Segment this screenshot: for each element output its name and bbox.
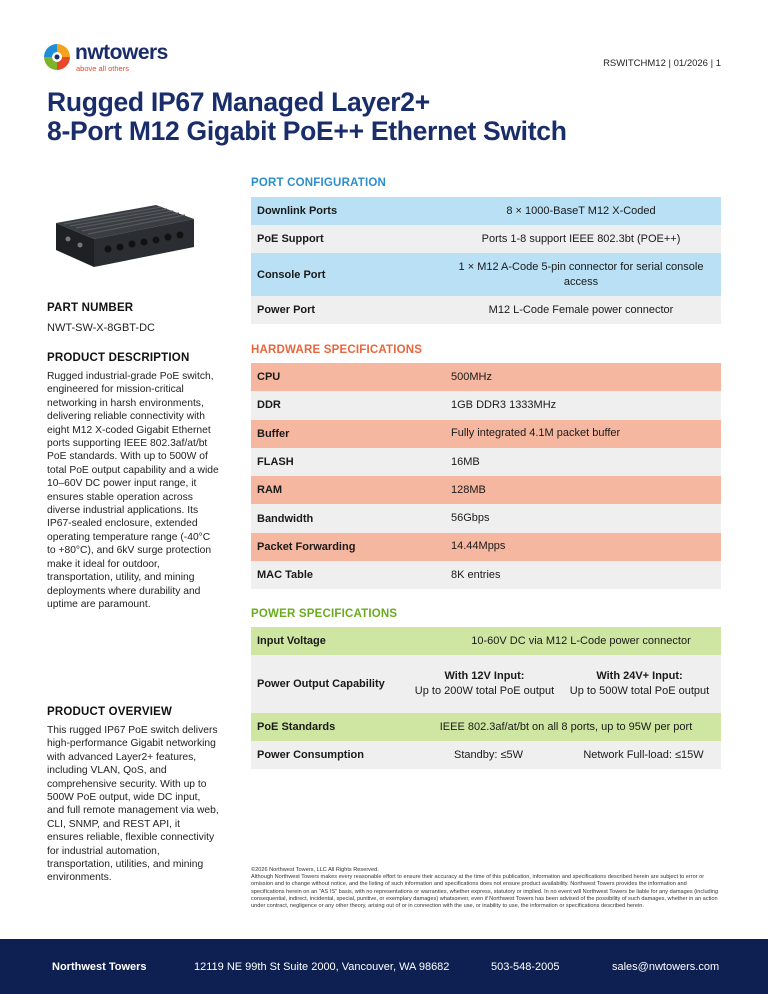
- table-row: [251, 741, 721, 769]
- logo-name: nwtowers: [75, 41, 168, 64]
- spec-value: 8K entries: [451, 568, 501, 581]
- spec-value: 8 × 1000-BaseT M12 X-Coded: [506, 204, 656, 217]
- spec-value: [411, 669, 721, 699]
- product-overview-text: This rugged IP67 PoE switch delivers high-performance Gigabit networking with advanced Layer2+ features, including VLAN, QoS, and comprehensive security. With up to 500W PoE output, wide DC input, and full remote management via web, CLI, SNMP, and REST API, it ensures reliable, flexible connectivity for industrial automation, transportation, utilities, and mining environments.: [47, 725, 219, 884]
- spec-label: Power Consumption: [257, 749, 364, 761]
- output-12v-heading: With 12V Input:: [444, 670, 525, 682]
- spec-label: FLASH: [257, 456, 294, 469]
- company-logo: [42, 42, 168, 76]
- part-number-heading: PART NUMBER: [47, 302, 134, 314]
- power-specifications-title: POWER SPECIFICATIONS: [251, 608, 398, 620]
- spec-value: 128MB: [451, 483, 486, 496]
- footer-email[interactable]: sales@nwtowers.com: [612, 961, 720, 973]
- product-overview-section: [47, 706, 219, 885]
- page-title: [47, 88, 567, 146]
- output-12v-text: Up to 200W total PoE output: [414, 685, 555, 697]
- port-configuration-title: PORT CONFIGURATION: [251, 177, 386, 189]
- spec-label: PoE Standards: [257, 721, 336, 733]
- standby-consumption: Standby: ≤5W: [453, 748, 523, 761]
- product-image: [48, 195, 198, 273]
- product-description-heading: PRODUCT DESCRIPTION: [47, 352, 190, 364]
- full-load-consumption: Network Full-load: ≤15W: [583, 748, 704, 761]
- spec-label: CPU: [257, 371, 281, 384]
- product-description-section: [47, 352, 219, 611]
- part-number: NWT-SW-X-8GBT-DC: [47, 322, 155, 334]
- spec-value: Fully integrated 4.1M packet buffer: [451, 427, 621, 440]
- table-row: [251, 363, 721, 391]
- legal-disclaimer: [251, 867, 721, 910]
- spec-label: Power Output Capability: [257, 678, 385, 690]
- table-row: [251, 504, 721, 532]
- table-row: [251, 533, 721, 561]
- table-row: [251, 197, 721, 225]
- spec-value: M12 L-Code Female power connector: [488, 303, 674, 316]
- output-12v: [411, 669, 558, 699]
- spec-label: Bandwidth: [257, 512, 314, 525]
- spec-value: 10-60V DC via M12 L-Code power connector: [471, 634, 691, 647]
- footer-company: Northwest Towers: [52, 961, 147, 973]
- product-description-text: Rugged industrial-grade PoE switch, engineered for mission-critical networking in harsh environments, delivering reliable connectivity with eight M12 X-coded Gigabit Ethernet ports supporting IEEE 802.3af/at/bt PoE standards. With up to 500W of total PoE output capability and a wide 10–60V DC power input range, it ensures stable operation across diverse industrial applications. Its IP67-sealed enclosure, extended operating temperature range (-40°C to +80°C), and 6kV surge protection make it ideal for outdoor, transportation, utility, and mining deployments where durability and uptime are paramount.: [47, 371, 219, 610]
- spec-label: PoE Support: [257, 233, 324, 245]
- spec-label: Packet Forwarding: [257, 540, 356, 553]
- output-24v-text: Up to 500W total PoE output: [569, 685, 710, 697]
- table-row: [251, 627, 721, 655]
- table-row: [251, 476, 721, 504]
- footer-bar: [0, 939, 768, 994]
- document-reference: RSWITCHM12 | 01/2026 | 1: [603, 58, 721, 69]
- product-overview-heading: PRODUCT OVERVIEW: [47, 706, 173, 718]
- spec-value: 1 × M12 A-Code 5-pin connector for serial console access: [458, 260, 704, 288]
- logo-tagline: above all others: [76, 64, 129, 73]
- spec-label: MAC Table: [257, 569, 314, 582]
- table-row: [251, 225, 721, 253]
- spec-value: [411, 748, 721, 763]
- spec-label: Downlink Ports: [257, 205, 338, 217]
- port-configuration-table: [251, 177, 721, 324]
- table-row: [251, 296, 721, 324]
- spec-label: Input Voltage: [257, 635, 326, 647]
- footer-address: 12119 NE 99th St Suite 2000, Vancouver, WA 98682: [194, 961, 450, 973]
- output-24v-heading: With 24V+ Input:: [596, 670, 683, 682]
- spec-label: RAM: [257, 484, 283, 497]
- spec-value: 14.44Mpps: [451, 540, 506, 553]
- power-specifications-table: [251, 608, 721, 769]
- disclaimer-text: Although Northwest Towers makes every reasonable effort to ensure their accuracy at the time of this publication, information and specifications described herein are subject to error or omission and to change without notice, and the listing of such information and specifications does not ensure product availability. Northwest Towers provides the information and specifications herein on an "AS IS" basis, with no representations or warranties, whether express, statutory or implied. In no event will Northwest Towers be liable for any damages (including consequential, indirect, incidental, special, punitive, or exemplary damages) whatsoever, even if Northwest Towers has been advised of the possibility of such damages, whether in an action under contract, negligence or any other theory, arising out of or in connection with the use, or inability to use, the information or specifications described herein.: [251, 874, 719, 910]
- table-row: [251, 561, 721, 589]
- output-24v: [558, 669, 721, 699]
- footer-phone: 503-548-2005: [491, 961, 560, 973]
- spec-label: Buffer: [257, 427, 290, 440]
- table-row: [251, 420, 721, 448]
- logo-mark-icon: [42, 42, 72, 72]
- spec-value: 16MB: [451, 455, 480, 468]
- table-row: [251, 655, 721, 713]
- spec-value: 1GB DDR3 1333MHz: [451, 398, 557, 411]
- spec-label: Console Port: [257, 268, 326, 281]
- spec-value: 56Gbps: [451, 512, 490, 525]
- title-line-1: Rugged IP67 Managed Layer2+: [47, 87, 430, 117]
- part-number-section: [47, 302, 219, 334]
- title-line-2: 8-Port M12 Gigabit PoE++ Ethernet Switch: [47, 116, 567, 146]
- table-row: [251, 391, 721, 419]
- table-row: [251, 448, 721, 476]
- spec-value: Ports 1-8 support IEEE 802.3bt (POE++): [481, 232, 681, 245]
- spec-value: IEEE 802.3af/at/bt on all 8 ports, up to 95W per port: [439, 720, 693, 733]
- table-row: [251, 713, 721, 741]
- hardware-specifications-table: [251, 344, 721, 589]
- spec-label: DDR: [257, 399, 281, 412]
- hardware-specifications-title: HARDWARE SPECIFICATIONS: [251, 344, 423, 356]
- spec-label: Power Port: [257, 304, 316, 316]
- copyright-notice: ©2026 Northwest Towers, LLC All Rights Reserved.: [251, 867, 379, 873]
- table-row: [251, 253, 721, 296]
- spec-value: 500MHz: [451, 370, 492, 383]
